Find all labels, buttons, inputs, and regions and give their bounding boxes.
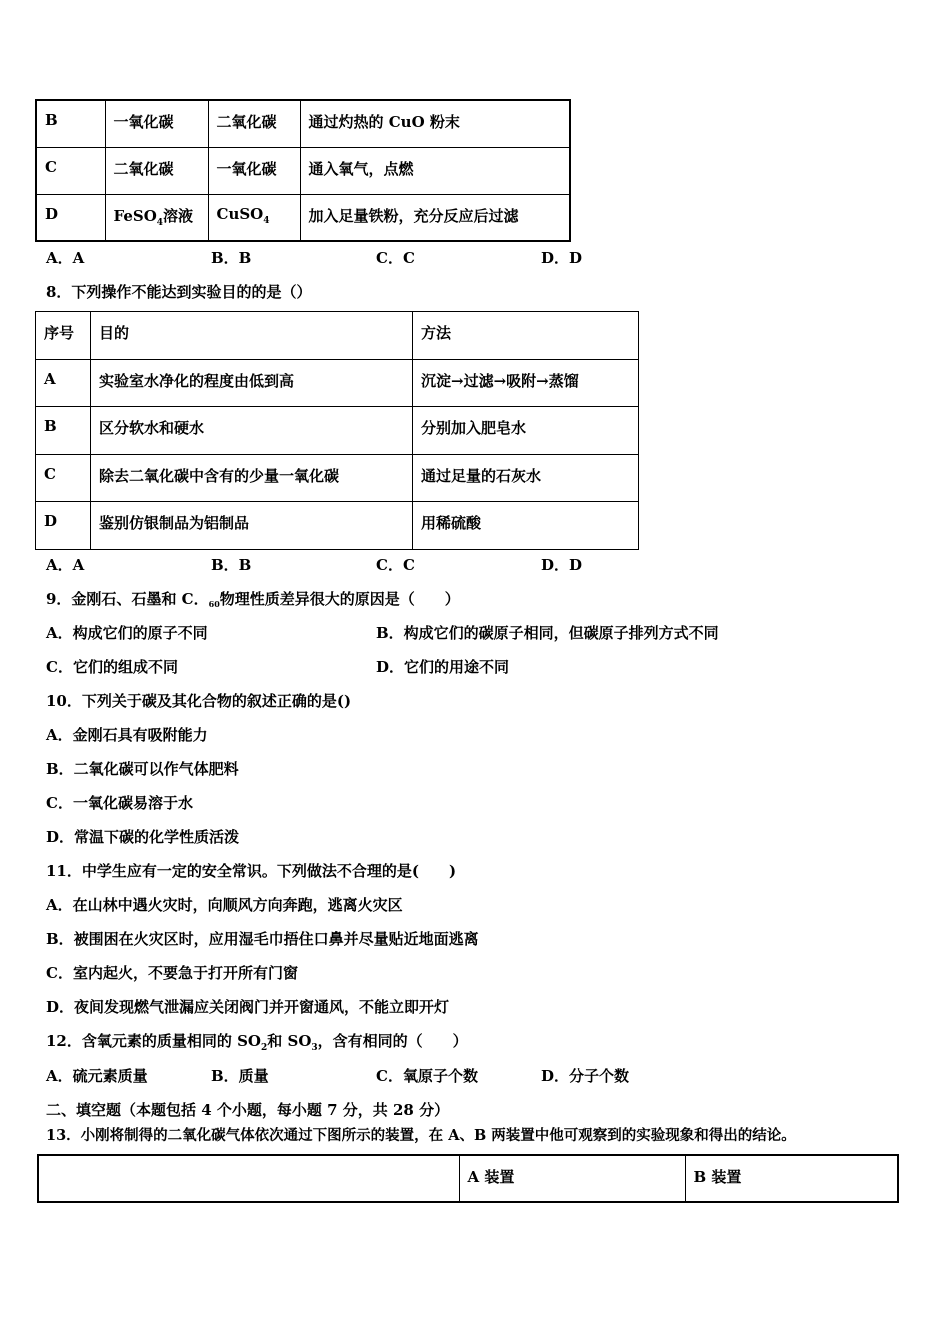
header-no: 序号 <box>36 312 91 360</box>
formula-subscript: 4 <box>263 215 270 226</box>
impurity-cell <box>208 194 300 241</box>
row-label: D <box>36 502 91 550</box>
method-cell: 通入氧气，点燃 <box>300 147 570 194</box>
table-row <box>36 100 570 147</box>
q7-table <box>35 99 571 242</box>
header-blank <box>38 1155 459 1202</box>
q10-option-b: B．二氧化碳可以作气体肥料 <box>46 760 239 778</box>
q13-table <box>37 1154 899 1203</box>
q7-option-a: A．A <box>46 249 85 267</box>
substance-cell: 一氧化碳 <box>105 100 208 147</box>
q8-option-a: A．A <box>46 556 85 574</box>
q9-stem-subscript: 60 <box>208 599 220 609</box>
q8-option-c: C．C <box>376 556 415 574</box>
header-device-a: A 装置 <box>459 1155 685 1202</box>
q11-stem: 11．中学生应有一定的安全常识。下列做法不合理的是( ) <box>46 862 457 880</box>
q11-option-b: B．被围困在火灾区时，应用湿毛巾捂住口鼻并尽量贴近地面逃离 <box>46 930 479 948</box>
table-row <box>36 147 570 194</box>
q12-stem-start: 12．含氧元素的质量相同的 SO <box>46 1032 261 1050</box>
q10-option-d: D．常温下碳的化学性质活泼 <box>46 828 240 846</box>
method-cell: 通过足量的石灰水 <box>413 454 639 502</box>
q9-option-b: B．构成它们的碳原子相同，但碳原子排列方式不同 <box>376 624 719 642</box>
q10-option-a: A．金刚石具有吸附能力 <box>46 726 208 744</box>
q12-stem <box>46 1030 468 1053</box>
formula-main: FeSO <box>113 206 157 225</box>
q9-stem <box>46 588 460 609</box>
table-row <box>36 502 639 550</box>
q7-option-b: B．B <box>211 249 252 267</box>
header-method: 方法 <box>413 312 639 360</box>
purpose-cell: 鉴别仿银制品为铝制品 <box>91 502 413 550</box>
method-cell: 用稀硫酸 <box>413 502 639 550</box>
q8-option-d: D．D <box>541 556 583 574</box>
table-row <box>36 407 639 455</box>
q8-stem: 8．下列操作不能达到实验目的的是（） <box>46 283 312 301</box>
q9-option-d: D．它们的用途不同 <box>376 658 510 676</box>
q10-option-c: C．一氧化碳易溶于水 <box>46 794 193 812</box>
q9-stem-dot: ． <box>193 590 209 608</box>
q12-subscript-2: 2 <box>261 1043 268 1053</box>
method-cell: 沉淀→过滤→吸附→蒸馏 <box>413 359 639 407</box>
q12-subscript-3: 3 <box>311 1043 318 1053</box>
q12-option-c: C．氧原子个数 <box>376 1067 478 1085</box>
method-cell: 加入足量铁粉，充分反应后过滤 <box>300 194 570 241</box>
purpose-cell: 实验室水净化的程度由低到高 <box>91 359 413 407</box>
table-header-row <box>36 312 639 360</box>
q12-option-d: D．分子个数 <box>541 1067 630 1085</box>
q11-option-a: A．在山林中遇火灾时，向顺风方向奔跑，逃离火灾区 <box>46 896 403 914</box>
q12-option-b: B．质量 <box>211 1067 269 1085</box>
impurity-cell: 一氧化碳 <box>208 147 300 194</box>
q10-stem: 10．下列关于碳及其化合物的叙述正确的是() <box>46 692 352 710</box>
row-label: D <box>36 194 105 241</box>
q12-option-a: A．硫元素质量 <box>46 1067 148 1085</box>
method-cell: 分别加入肥皂水 <box>413 407 639 455</box>
q8-option-b: B．B <box>211 556 252 574</box>
impurity-cell: 二氧化碳 <box>208 100 300 147</box>
substance-cell: 二氧化碳 <box>105 147 208 194</box>
q8-table <box>35 311 639 550</box>
table-row <box>36 194 570 241</box>
row-label: A <box>36 359 91 407</box>
row-label: B <box>36 100 105 147</box>
q13-stem: 13．小刚将制得的二氧化碳气体依次通过下图所示的装置，在 A、B 两装置中他可观察到的实验现象和得出的结论。 <box>46 1127 796 1144</box>
q9-option-a: A．构成它们的原子不同 <box>46 624 208 642</box>
row-label: B <box>36 407 91 455</box>
purpose-cell: 除去二氧化碳中含有的少量一氧化碳 <box>91 454 413 502</box>
formula-main: CuSO <box>216 204 264 223</box>
q11-option-c: C．室内起火，不要急于打开所有门窗 <box>46 964 298 982</box>
table-row <box>36 454 639 502</box>
purpose-cell: 区分软水和硬水 <box>91 407 413 455</box>
section-heading: 二、填空题（本题包括 4 个小题，每小题 7 分，共 28 分） <box>46 1101 450 1119</box>
header-purpose: 目的 <box>91 312 413 360</box>
substance-cell <box>105 194 208 241</box>
q9-stem-start: 9．金刚石、石墨和 C <box>46 590 194 608</box>
header-device-b: B 装置 <box>685 1155 898 1202</box>
q9-option-c: C．它们的组成不同 <box>46 658 178 676</box>
q12-stem-end: ，含有相同的（ ） <box>317 1032 468 1050</box>
formula-tail: 溶液 <box>163 206 194 225</box>
q11-option-d: D．夜间发现燃气泄漏应关闭阀门并开窗通风，不能立即开灯 <box>46 998 450 1016</box>
q7-option-d: D．D <box>541 249 583 267</box>
q12-stem-mid: 和 SO <box>267 1032 312 1050</box>
row-label: C <box>36 147 105 194</box>
table-header-row <box>38 1155 898 1202</box>
q7-option-c: C．C <box>376 249 415 267</box>
method-cell: 通过灼热的 CuO 粉末 <box>300 100 570 147</box>
formula-subscript: 4 <box>156 217 164 228</box>
q9-stem-end: 物理性质差异很大的原因是（ ） <box>219 590 460 608</box>
row-label: C <box>36 454 91 502</box>
table-row <box>36 359 639 407</box>
